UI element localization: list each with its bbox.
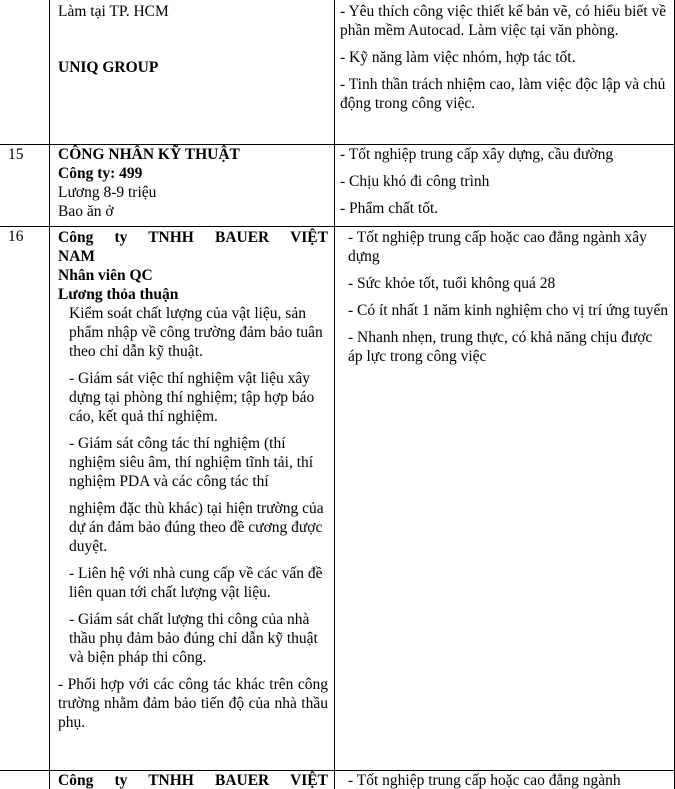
row14-location: Làm tại TP. HCM [58, 3, 169, 20]
row15-job-cell [58, 145, 328, 221]
row14-requirements-cell [340, 2, 670, 121]
row16-requirements-cell [340, 228, 670, 374]
row16-requirement-1: - Tốt nghiệp trung cấp hoặc cao đẳng ngành xây dựng [348, 229, 647, 265]
row16-requirement-4: - Nhanh nhẹn, trung thực, có khả năng chịu được áp lực trong công việc [348, 329, 653, 365]
row15-number: 15 [8, 146, 24, 163]
row15-salary: Lương 8-9 triệu [58, 184, 157, 201]
row17-requirements-cell [340, 771, 670, 789]
row16-job-cell [58, 228, 328, 732]
row15-title: CÔNG NHÂN KỸ THUẬT [58, 146, 240, 163]
row14-requirement-3: - Tinh thần trách nhiệm cao, làm việc độc lập và chủ động trong công việc. [340, 76, 666, 112]
row15-requirement-3: - Phẩm chất tốt. [340, 200, 439, 217]
row16-company-line-2: NAM [58, 248, 96, 265]
row14-requirement-2: - Kỹ năng làm việc nhóm, hợp tác tốt. [340, 49, 576, 66]
row15-requirement-2: - Chịu khó đi công trình [340, 173, 490, 190]
row14-job-cell [58, 0, 328, 77]
row14-requirement-1: - Yêu thích công việc thiết kế bản vẽ, có hiểu biết về phần mềm Autocad. Làm việc tại văn phòng. [340, 3, 667, 39]
row16-duty-4: nghiệm đặc thù khác) tại hiện trường của dự án đảm bảo đúng theo đề cương được duyệt. [69, 500, 324, 555]
row17-requirement-1: - Tốt nghiệp trung cấp hoặc cao đẳng ngành [348, 772, 621, 789]
row16-position: Nhân viên QC [58, 267, 153, 284]
row15-requirements-cell [340, 145, 670, 226]
row16-requirement-2: - Sức khỏe tốt, tuổi không quá 28 [348, 275, 556, 292]
row17-company-line-1: Công ty TNHH BAUER VIỆT [58, 772, 328, 789]
row16-company-line-1: Công ty TNHH BAUER VIỆT [58, 229, 328, 246]
row17-job-cell [58, 771, 328, 789]
row14-company: UNIQ GROUP [58, 59, 159, 76]
row16-duty-6: - Giám sát chất lượng thi công của nhà thầu phụ đảm bảo đúng chỉ dẫn kỹ thuật và biện pháp thi công. [69, 611, 318, 666]
row16-duty-1: Kiểm soát chất lượng của vật liệu, sản phẩm nhập về công trường đảm bảo tuân theo chỉ dẫn kỹ thuật. [69, 305, 323, 360]
table-row-15 [0, 144, 675, 227]
row16-duty-7: - Phối hợp với các công tác khác trên công trường nhằm đảm bảo tiến độ của nhà thầu phụ. [58, 676, 328, 731]
table-row-17 [0, 770, 675, 789]
row15-benefit: Bao ăn ở [58, 203, 114, 220]
row15-company: Công ty: 499 [58, 165, 143, 182]
row16-requirement-3: - Có ít nhất 1 năm kinh nghiệm cho vị trí ứng tuyển [348, 302, 669, 319]
row15-requirement-1: - Tốt nghiệp trung cấp xây dựng, cầu đường [340, 146, 614, 163]
row16-duty-2: - Giám sát việc thí nghiệm vật liệu xây dựng tại phòng thí nghiệm; tập hợp báo cáo, kết quả thí nghiệm. [69, 370, 315, 425]
table-row-14 [0, 0, 675, 145]
row16-number: 16 [8, 228, 24, 245]
row16-salary: Lương thỏa thuận [58, 286, 179, 303]
table-row-16 [0, 226, 675, 771]
row16-duty-5: - Liên hệ với nhà cung cấp về các vấn đề liên quan tới chất lượng vật liệu. [69, 565, 323, 601]
row16-duty-3: - Giám sát công tác thí nghiệm (thí nghiệm siêu âm, thí nghiệm tĩnh tải, thí nghiệm PDA và các công tác thí [69, 435, 314, 490]
